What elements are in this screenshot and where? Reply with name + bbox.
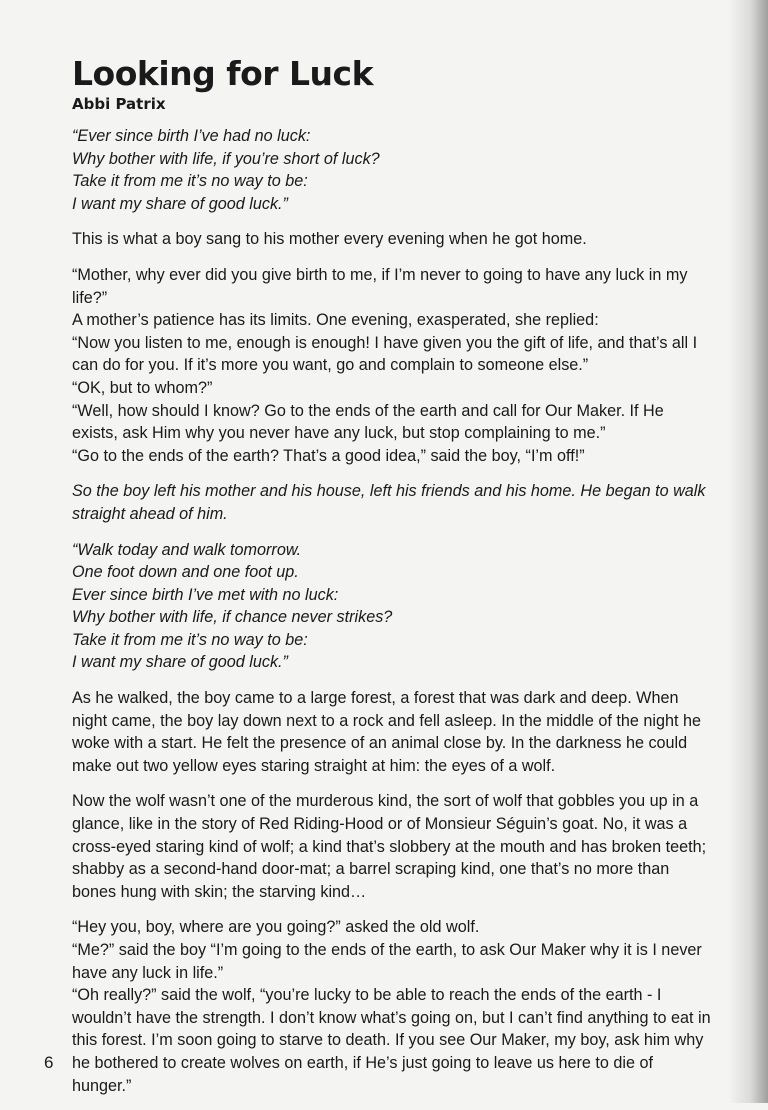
song-verse [72,539,714,675]
dialogue-line: “Me?” said the boy “I’m going to the ends of the earth, to ask Our Maker why it is I never have any luck in life.” [72,941,702,982]
text-line: This is what a boy sang to his mother every evening when he got home. [72,230,587,249]
dialogue-line: “OK, but to whom?” [72,378,213,397]
text-line: As he walked, the boy came to a large forest, a forest that was dark and deep. When night came, the boy lay down next to a rock and fell asleep. In the middle of the night he woke with a start. He felt the presence of an animal close by. In the darkness he could make out two yellow eyes staring straight at him: the eyes of a wolf. [72,689,702,775]
verse-line: I want my share of good luck.” [72,194,288,213]
dialogue-line: “Now you listen to me, enough is enough! I have given you the gift of life, and that’s all I can do for you. If it’s more you want, go and complain to someone else.” [72,333,698,375]
page-edge-shadow [728,0,768,1103]
dialogue-line: “Oh really?” said the wolf, “you’re lucky to be able to reach the ends of the earth - I wouldn’t have the strength. I don’t know what’s going on, but I can’t find anything to eat in this forest. I’m soon going to starve to death. If you see Our Maker, my boy, ask him why he bothered to create wolves on earth, if He’s just going to leave us here to die of hunger.” [72,986,711,1095]
story-author: Abbi Patrix [72,95,166,113]
paragraph [72,687,714,777]
verse-line: Why bother with life, if you’re short of luck? [72,149,380,168]
song-verse [72,125,714,215]
verse-line: Ever since birth I’ve met with no luck: [72,585,339,604]
verse-line: “Walk today and walk tomorrow. [72,540,302,559]
verse-line: Take it from me it’s no way to be: [72,172,308,191]
page-number: 6 [44,1053,54,1072]
verse-line: “Ever since birth I’ve had no luck: [72,127,311,145]
dialogue-line: A mother’s patience has its limits. One evening, exasperated, she replied: [72,311,599,330]
dialogue-line: “Go to the ends of the earth? That’s a good idea,” said the boy, “I’m off!” [72,446,585,465]
paragraph [72,790,714,903]
paragraph [72,228,714,251]
italic-paragraph [72,480,714,525]
verse-line: Take it from me it’s no way to be: [72,630,308,649]
verse-line: I want my share of good luck.” [72,653,288,672]
text-line: Now the wolf wasn’t one of the murderous kind, the sort of wolf that gobbles you up in a glance, like in the story of Red Riding-Hood or of Monsieur Séguin’s goat. No, it was a cross-eyed staring kind of wolf; a kind that’s slobbery at the mouth and has broken teeth; shabby as a second-hand door-mat; a barrel scraping kind, one that’s no more than bones hung with skin; the starving kind… [72,792,707,901]
story-title: Looking for Luck [72,54,374,93]
dialogue-line: “Well, how should I know? Go to the ends of the earth and call for Our Maker. If He exists, ask Him why you never have any luck, but stop complaining to me.” [72,401,664,443]
dialogue-line: “Mother, why ever did you give birth to me, if I’m never to going to have any luck in my life?” [72,265,688,307]
dialogue-paragraph [72,916,714,1097]
dialogue-line: “Hey you, boy, where are you going?” asked the old wolf. [72,918,480,937]
dialogue-paragraph [72,264,714,467]
text-line: So the boy left his mother and his house, left his friends and his home. He began to walk straight ahead of him. [72,482,706,523]
verse-line: One foot down and one foot up. [72,563,299,582]
verse-line: Why bother with life, if chance never strikes? [72,608,393,627]
story-page [72,54,714,1110]
